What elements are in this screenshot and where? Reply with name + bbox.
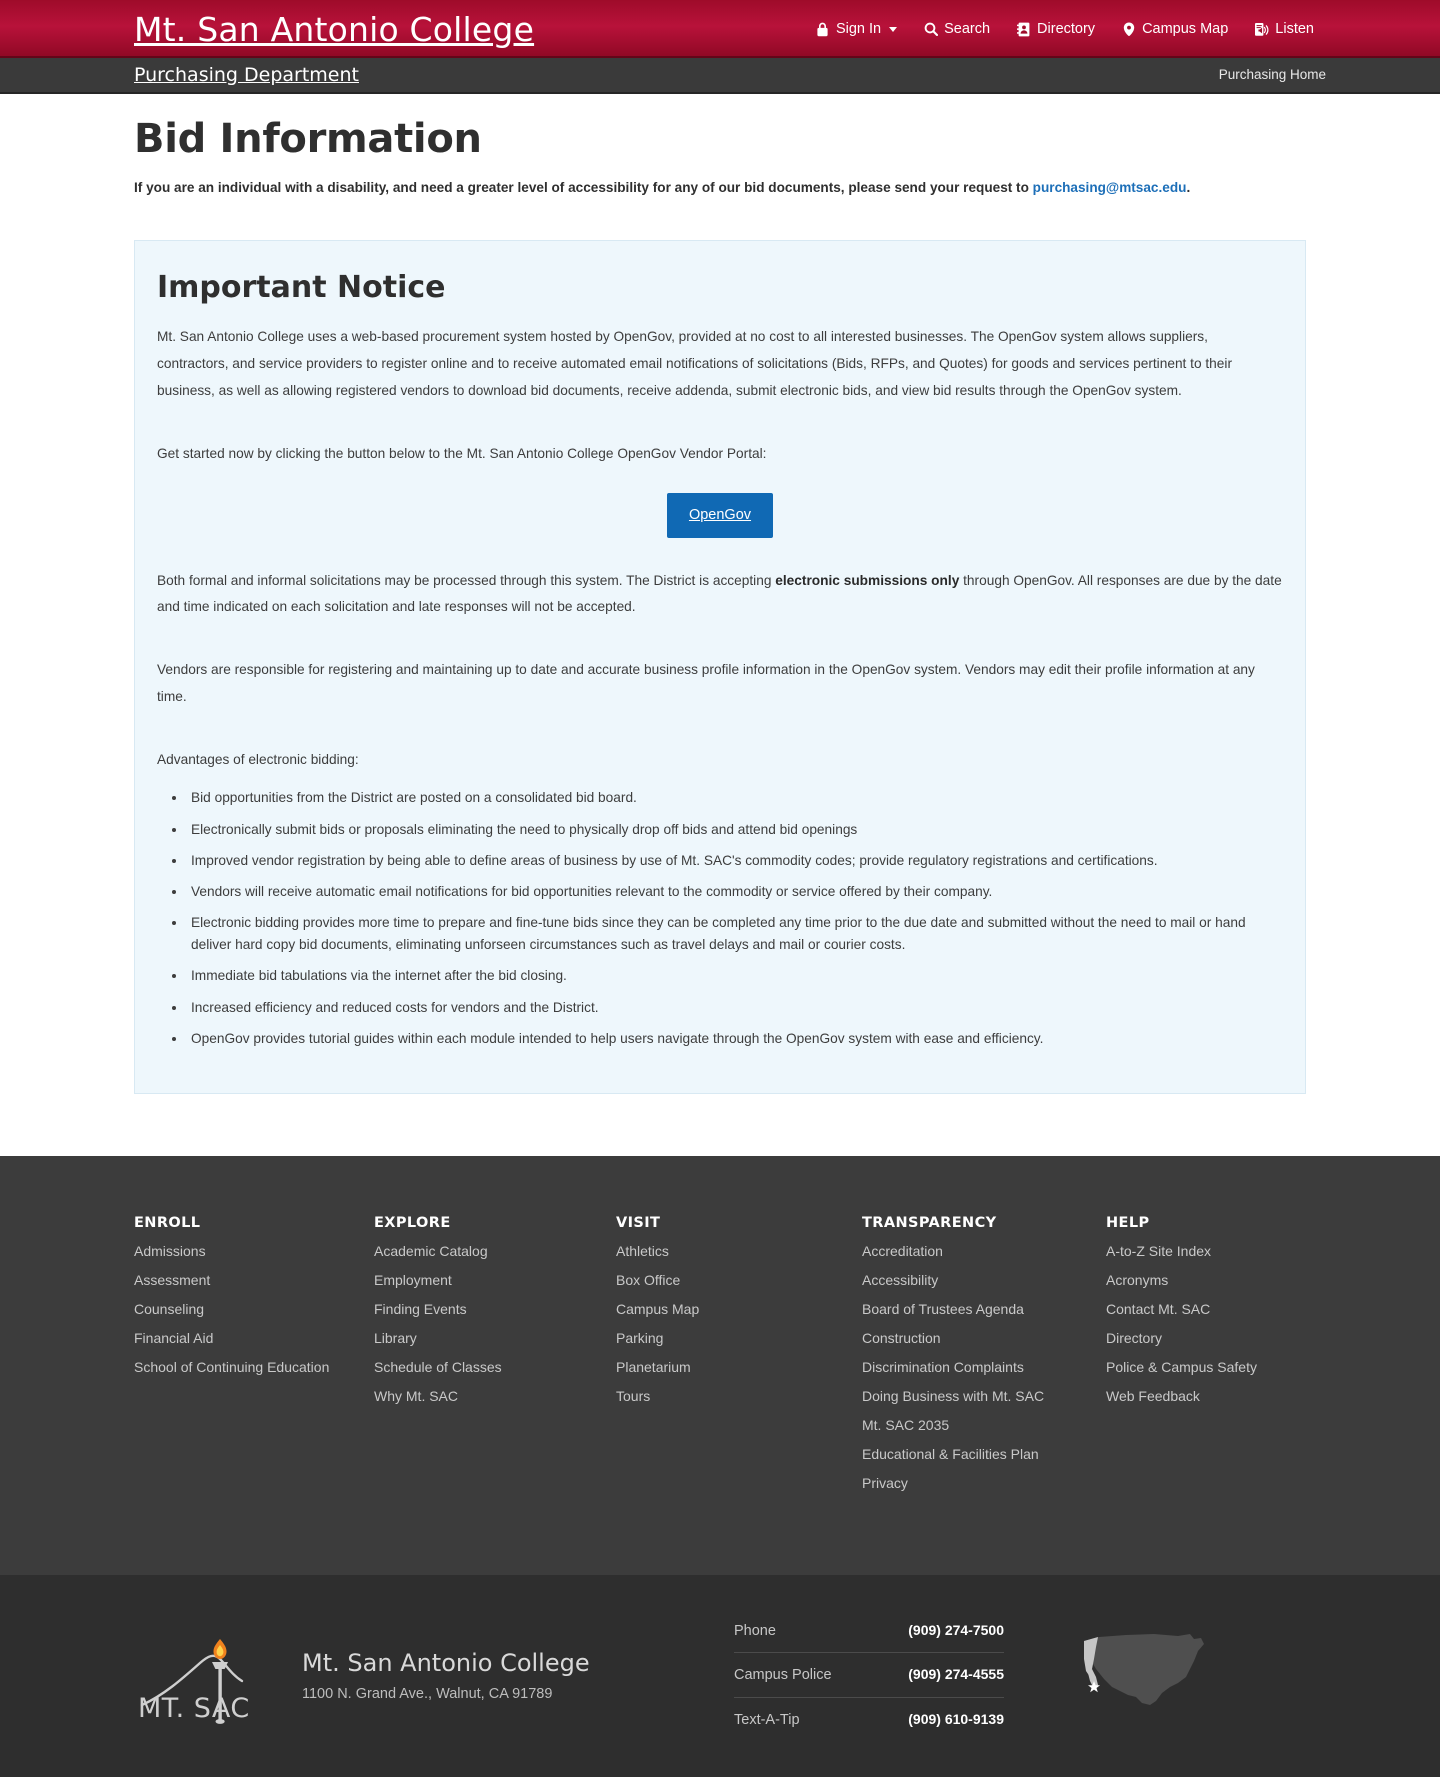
department-bar <box>0 58 1440 94</box>
contact-label: Campus Police <box>734 1667 832 1684</box>
utility-nav-sign-in-label: Sign In <box>835 20 882 37</box>
utility-nav-listen[interactable] <box>1254 22 1314 37</box>
list-item: • Immediate bid tabulations via the internet after the bid closing. <box>187 965 1283 987</box>
list-item: • Vendors will receive automatic email notifications for bid opportunities relevant to the commodity or service offered by their company. <box>187 881 1283 903</box>
footer-link-police-campus-safety[interactable]: Police & Campus Safety <box>1106 1358 1257 1375</box>
list-item: • Improved vendor registration by being able to define areas of business by use of Mt. SAC's commodity codes; provide regulatory registrations and certifications. <box>187 850 1283 872</box>
footer-link-finding-events[interactable]: Finding Events <box>374 1300 467 1317</box>
list-item: • Electronically submit bids or proposals eliminating the need to physically drop off bids and attend bid openings <box>187 819 1283 841</box>
notice-paragraph-3 <box>157 568 1283 621</box>
footer-link-schedule-of-classes[interactable]: Schedule of Classes <box>374 1358 502 1375</box>
footer-link-construction[interactable]: Construction <box>862 1329 941 1346</box>
contact-value-phone[interactable]: (909) 274-7500 <box>908 1621 1004 1638</box>
utility-nav-campus-map-label: Campus Map <box>1142 20 1229 37</box>
footer-link-tours[interactable]: Tours <box>616 1387 651 1404</box>
footer-column-heading: ENROLL <box>134 1215 201 1232</box>
accessibility-note <box>134 178 1306 198</box>
footer-link-campus-map[interactable]: Campus Map <box>616 1300 700 1317</box>
utility-nav-search-label: Search <box>944 20 991 37</box>
utility-nav-listen-label: Listen <box>1275 20 1314 37</box>
contact-value-text-a-tip[interactable]: (909) 610-9139 <box>908 1710 1004 1727</box>
accessibility-note-text: If you are an individual with a disability, and need a greater level of accessibility for any of our bid documents, please send your request to <box>134 180 1033 195</box>
contact-label: Text-A-Tip <box>734 1711 800 1728</box>
footer-link-parking[interactable]: Parking <box>616 1329 664 1346</box>
footer-college-name: Mt. San Antonio College <box>302 1648 590 1677</box>
contact-label: Phone <box>734 1622 776 1639</box>
footer-column-enroll <box>134 1216 374 1505</box>
utility-nav-directory[interactable] <box>1016 22 1095 37</box>
footer-link-planetarium[interactable]: Planetarium <box>616 1358 691 1375</box>
footer-link-box-office[interactable]: Box Office <box>616 1271 681 1288</box>
advantages-list <box>157 787 1283 1050</box>
footer-college-identity <box>302 1650 590 1704</box>
footer-link-doing-business-with-mt-sac[interactable]: Doing Business with Mt. SAC <box>862 1387 1045 1404</box>
footer-link-financial-aid[interactable]: Financial Aid <box>134 1329 214 1346</box>
footer-link-board-of-trustees-agenda[interactable]: Board of Trustees Agenda <box>862 1300 1024 1317</box>
footer-link-library[interactable]: Library <box>374 1329 417 1346</box>
contact-row-campus-police <box>734 1667 1004 1698</box>
footer-link-school-of-continuing-education[interactable]: School of Continuing Education <box>134 1358 330 1375</box>
footer-column-heading: VISIT <box>616 1215 661 1232</box>
footer-link-contact-mt-sac[interactable]: Contact Mt. SAC <box>1106 1300 1211 1317</box>
notice-paragraph-3-emphasis: electronic submissions only <box>775 572 960 588</box>
search-icon <box>923 22 938 37</box>
contact-row-text-a-tip <box>734 1712 1004 1728</box>
footer-link-directory[interactable]: Directory <box>1106 1329 1163 1346</box>
footer-column-visit <box>616 1216 862 1505</box>
footer-link-a-to-z-site-index[interactable]: A-to-Z Site Index <box>1106 1242 1212 1259</box>
footer-link-assessment[interactable]: Assessment <box>134 1271 211 1288</box>
mt-sac-torch-logo-icon <box>134 1629 276 1725</box>
opengov-button-row <box>157 493 1283 538</box>
purchasing-email-link[interactable]: purchasing@mtsac.edu <box>1032 180 1187 195</box>
usa-map-icon <box>1066 1619 1216 1726</box>
footer-link-acronyms[interactable]: Acronyms <box>1106 1271 1169 1288</box>
opengov-button[interactable]: OpenGov <box>667 493 773 538</box>
footer-column-transparency <box>862 1216 1106 1505</box>
footer-column-heading: EXPLORE <box>374 1215 451 1232</box>
directory-icon <box>1016 22 1031 37</box>
footer-link-athletics[interactable]: Athletics <box>616 1242 669 1259</box>
footer-bottom <box>0 1575 1440 1778</box>
list-item: • OpenGov provides tutorial guides within each module intended to help users navigate through the OpenGov system with ease and efficiency. <box>187 1028 1283 1050</box>
utility-nav-campus-map[interactable] <box>1121 22 1228 37</box>
footer-link-educational-facilities-plan[interactable]: Educational & Facilities Plan <box>862 1445 1039 1462</box>
footer-link-discrimination-complaints[interactable]: Discrimination Complaints <box>862 1358 1024 1375</box>
listen-icon <box>1254 22 1269 37</box>
list-item: • Bid opportunities from the District are posted on a consolidated bid board. <box>187 787 1283 809</box>
notice-paragraph-3-part1: Both formal and informal solicitations may be processed through this system. The District is accepting <box>157 572 776 588</box>
map-pin-icon <box>1121 22 1136 37</box>
contact-row-phone <box>734 1623 1004 1654</box>
utility-nav-sign-in[interactable] <box>815 22 897 37</box>
footer-column-heading: HELP <box>1106 1215 1150 1232</box>
lock-icon <box>815 22 830 37</box>
mt-sac-logo-text: MT. SAC <box>138 1692 250 1724</box>
important-notice-panel <box>134 240 1306 1094</box>
chevron-down-icon <box>889 27 897 32</box>
footer-link-academic-catalog[interactable]: Academic Catalog <box>374 1242 488 1259</box>
notice-paragraph-3-part2: through OpenGov. All responses are due by the date and time indicated on each solicitation and late responses will not be accepted. <box>157 572 1282 615</box>
footer-contact-list <box>734 1623 1004 1728</box>
page-title: Bid Information <box>134 116 482 162</box>
utility-nav-directory-label: Directory <box>1037 20 1096 37</box>
footer-link-accreditation[interactable]: Accreditation <box>862 1242 943 1259</box>
department-nav-purchasing-home[interactable]: Purchasing Home <box>1218 67 1326 83</box>
footer-link-mt-sac-2035[interactable]: Mt. SAC 2035 <box>862 1416 950 1433</box>
footer-link-privacy[interactable]: Privacy <box>862 1474 908 1491</box>
footer-column-heading: TRANSPARENCY <box>862 1215 997 1232</box>
footer-brand <box>134 1619 734 1725</box>
notice-paragraph-4: Vendors are responsible for registering and maintaining up to date and accurate business profile information in the OpenGov system. Vendors may edit their profile information at any time. <box>157 662 1255 704</box>
footer-link-why-mt-sac[interactable]: Why Mt. SAC <box>374 1387 459 1404</box>
list-item: • Increased efficiency and reduced costs for vendors and the District. <box>187 997 1283 1019</box>
site-header <box>0 0 1440 58</box>
contact-value-campus-police[interactable]: (909) 274-4555 <box>908 1666 1004 1683</box>
important-notice-title: Important Notice <box>157 270 446 306</box>
footer-column-help <box>1106 1216 1257 1505</box>
utility-nav-search[interactable] <box>923 22 990 37</box>
footer-link-counseling[interactable]: Counseling <box>134 1300 205 1317</box>
department-nav <box>1219 68 1326 82</box>
footer-link-web-feedback[interactable]: Web Feedback <box>1106 1387 1200 1404</box>
accessibility-note-period: . <box>1186 180 1191 195</box>
footer-link-admissions[interactable]: Admissions <box>134 1242 206 1259</box>
main-content <box>0 116 1440 1094</box>
footer-college-address: 1100 N. Grand Ave., Walnut, CA 91789 <box>302 1686 553 1703</box>
footer-column-explore <box>374 1216 616 1505</box>
site-logo-wordmark[interactable]: Mt. San Antonio College <box>134 9 535 49</box>
notice-paragraph-1: Mt. San Antonio College uses a web-based procurement system hosted by OpenGov, provided at no cost to all interested businesses. The OpenGov system allows suppliers, contractors, and service providers to register online and to receive automated email notifications of solicitations (Bids, RFPs, and Quotes) for goods and services pertinent to their business, as well as allowing registered vendors to download bid documents, receive addenda, submit electronic bids, and view bid results through the OpenGov system. <box>157 329 1233 398</box>
footer-link-employment[interactable]: Employment <box>374 1271 452 1288</box>
footer-nav <box>0 1156 1440 1575</box>
utility-nav <box>815 22 1314 37</box>
notice-paragraph-5: Advantages of electronic bidding: <box>157 751 359 767</box>
list-item: • Electronic bidding provides more time to prepare and fine-tune bids since they can be completed any time prior to the due date and submitted without the need to mail or hand deliver hard copy bid documents, eliminating unforseen circumstances such as travel delays and mail or courier costs. <box>187 912 1283 956</box>
footer-link-accessibility[interactable]: Accessibility <box>862 1271 939 1288</box>
notice-paragraph-2: Get started now by clicking the button below to the Mt. San Antonio College OpenGov Vendor Portal: <box>157 445 767 461</box>
department-title[interactable]: Purchasing Department <box>134 63 359 86</box>
